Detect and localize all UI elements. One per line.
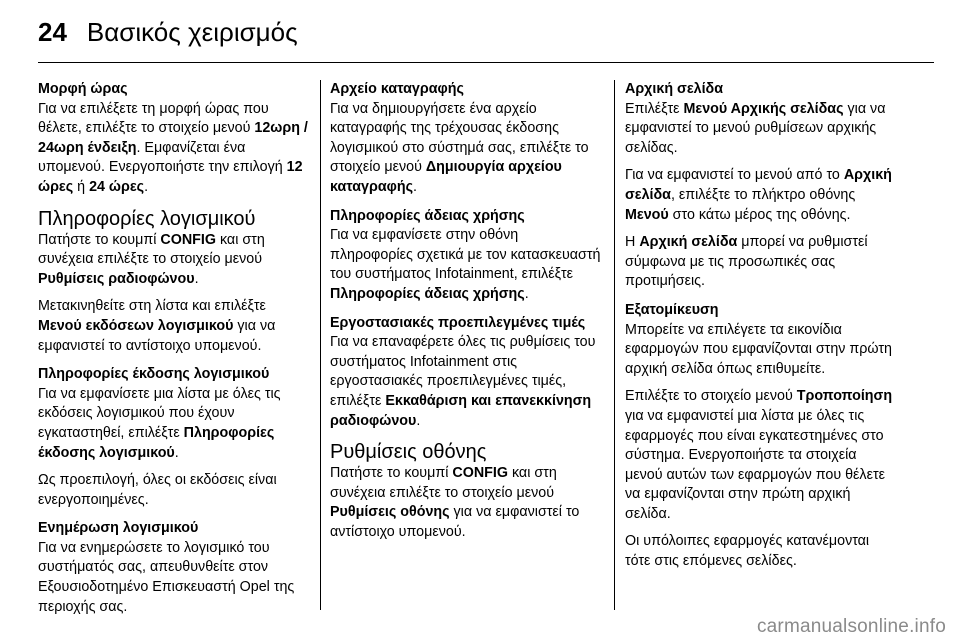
text-run: Για να εμφανιστεί το μενού από το [625,167,844,184]
bold-term: Μενού Αρχικής σελίδας [683,100,844,117]
text-run: Επιλέξτε το στοιχείο μενού [625,388,797,405]
watermark: carmanualsonline.info [756,616,946,637]
paragraph [330,464,602,542]
bold-term: Τροποποίηση [796,388,893,405]
text-run: , επιλέξτε το πλήκτρο οθόνης [670,186,856,203]
section-heading: Πληροφορίες άδειας χρήσης [330,207,525,224]
paragraph [330,226,602,304]
bold-term: Αρχική σελίδα [625,167,892,203]
paragraph [38,231,310,290]
text-run: Η [625,234,640,251]
page-title: Βασικός χειρισμός [86,16,298,47]
text-run: Ως προεπιλογή, όλες οι εκδόσεις είναι ενεργοποιημένες. [38,472,277,508]
paragraph [330,100,602,198]
text-run: Πατήστε το κουμπί [330,465,453,482]
paragraph [38,385,310,463]
text-run: Για να επαναφέρετε όλες τις ρυθμίσεις του συστήματος Infotainment στις εργοστασιακές προεπιλεγμένες τιμές, επιλέξτε [330,334,596,409]
bold-term: CONFIG [452,465,508,482]
bold-term: Δημιουργία αρχείου καταγραφής [330,159,562,195]
bold-term: 24 ώρες [89,178,145,195]
section [625,80,897,292]
section [38,207,310,357]
section-heading: Ενημέρωση λογισμικού [38,520,199,537]
bold-term: Πληροφορίες έκδοσης λογισμικού [38,424,275,461]
text-run: Μπορείτε να επιλέγετε τα εικονίδια εφαρμογών που εμφανίζονται στην πρώτη αρχική σελίδα όπως επιθυμείτε. [625,321,892,377]
text-run: Για να δημιουργήσετε ένα αρχείο καταγραφής της τρέχουσας έκδοσης λογισμικού στο σύστημά σας, επιλέξτε το στοιχείο μενού [330,100,589,176]
text-run: Μετακινηθείτε στη λίστα και επιλέξτε [38,298,266,315]
text-run: Επιλέξτε [625,100,684,117]
bold-term: Αρχική σελίδα [639,234,738,251]
column-middle [330,80,602,551]
text-run: ή [73,178,90,195]
paragraph [625,387,897,524]
text-run: . [174,444,179,461]
page-header [38,8,298,56]
text-run: . [416,412,421,429]
column-divider [614,80,615,610]
section [330,207,602,305]
text-run: . [144,178,149,195]
section [38,519,310,617]
text-run: Οι υπόλοιπες εφαρμογές κατανέμονται τότε στις επόμενες σελίδες. [625,533,870,570]
section [330,440,602,542]
bold-term: Εκκαθάριση και επανεκκίνηση ραδιοφώνου [330,392,592,429]
page-number: 24 [38,16,67,47]
bold-term: Ρυθμίσεις οθόνης [330,504,450,521]
paragraph [330,333,602,431]
section-heading: Μορφή ώρας [38,81,128,97]
section [330,80,602,198]
paragraph [625,100,897,159]
bold-term: 12ωρη / 24ωρη ένδειξη [38,120,308,156]
bold-term: Ρυθμίσεις ραδιοφώνου [38,270,195,287]
paragraph [625,532,897,571]
section [38,365,310,510]
bold-term: 12 ώρες [38,159,303,195]
text-run: . [413,178,418,195]
paragraph [38,297,310,356]
bold-term: Πληροφορίες άδειας χρήσης [330,285,525,302]
text-run: στο κάτω μέρος της οθόνης. [668,206,851,223]
section-heading: Πληροφορίες λογισμικού [38,207,256,230]
section [330,314,602,432]
column-left [38,80,310,626]
text-run: και στη συνέχεια επιλέξτε το στοιχείο μενού [38,231,265,268]
section [38,80,310,198]
text-run: για να εμφανιστεί το μενού ρυθμίσεων αρχικής σελίδας. [625,100,886,156]
section-heading: Εργοστασιακές προεπιλεγμένες τιμές [330,314,586,331]
section-heading: Εξατομίκευση [625,301,719,318]
text-run: και στη συνέχεια επιλέξτε το στοιχείο μενού [330,465,557,501]
paragraph [38,100,310,198]
section-heading: Αρχική σελίδα [625,81,723,97]
text-run: Για να εμφανίσετε μια λίστα με όλες τις εκδόσεις λογισμικού που έχουν εγκαταστηθεί, επιλέξτε [38,385,281,441]
text-run: Για να επιλέξετε τη μορφή ώρας που θέλετε, επιλέξτε το στοιχείο μενού [38,100,269,137]
header-rule [38,62,934,63]
text-run: . [194,270,199,287]
paragraph [625,166,897,225]
section-heading: Αρχείο καταγραφής [330,81,464,97]
bold-term: CONFIG [160,231,216,248]
section [625,301,897,572]
column-right [625,80,897,581]
bold-term: Μενού εκδόσεων λογισμικού [38,317,234,334]
text-run: για να εμφανιστεί το αντίστοιχο υπομενού. [38,317,276,354]
text-run: για να εμφανιστεί το αντίστοιχο υπομενού. [330,504,580,540]
text-run: Πατήστε το κουμπί [38,231,161,248]
text-run: για να εμφανιστεί μια λίστα με όλες τις εφαρμογές που είναι εγκατεστημένες στο σύστημα. Ενεργοποιήστε τα στοιχεία μενού αυτών των εφαρμογών που θέλετε να εμφανίζονται στην πρώτη αρχική σελίδα. [625,407,885,522]
text-run: . [524,285,529,302]
text-run: Για να εμφανίσετε στην οθόνη πληροφορίες σχετικά με τον κατασκευαστή του συστήματος Infotainment, επιλέξτε [330,227,601,283]
column-divider [320,80,321,610]
section-heading: Πληροφορίες έκδοσης λογισμικού [38,366,270,383]
section-heading: Ρυθμίσεις οθόνης [330,441,487,464]
paragraph [38,471,310,510]
paragraph [625,233,897,292]
bold-term: Μενού [625,206,669,223]
text-run: Για να ενημερώσετε το λογισμικό του συστήματός σας, απευθυνθείτε στον Εξουσιοδοτημένο Επισκευαστή Opel της περιοχής σας. [38,539,295,615]
paragraph [38,539,310,617]
text-run: . Εμφανίζεται ένα υπομενού. Ενεργοποιήστε την επιλογή [38,139,287,176]
paragraph [625,321,897,380]
text-run: μπορεί να ρυθμιστεί σύμφωνα με τις προσωπικές σας προτιμήσεις. [625,234,868,290]
